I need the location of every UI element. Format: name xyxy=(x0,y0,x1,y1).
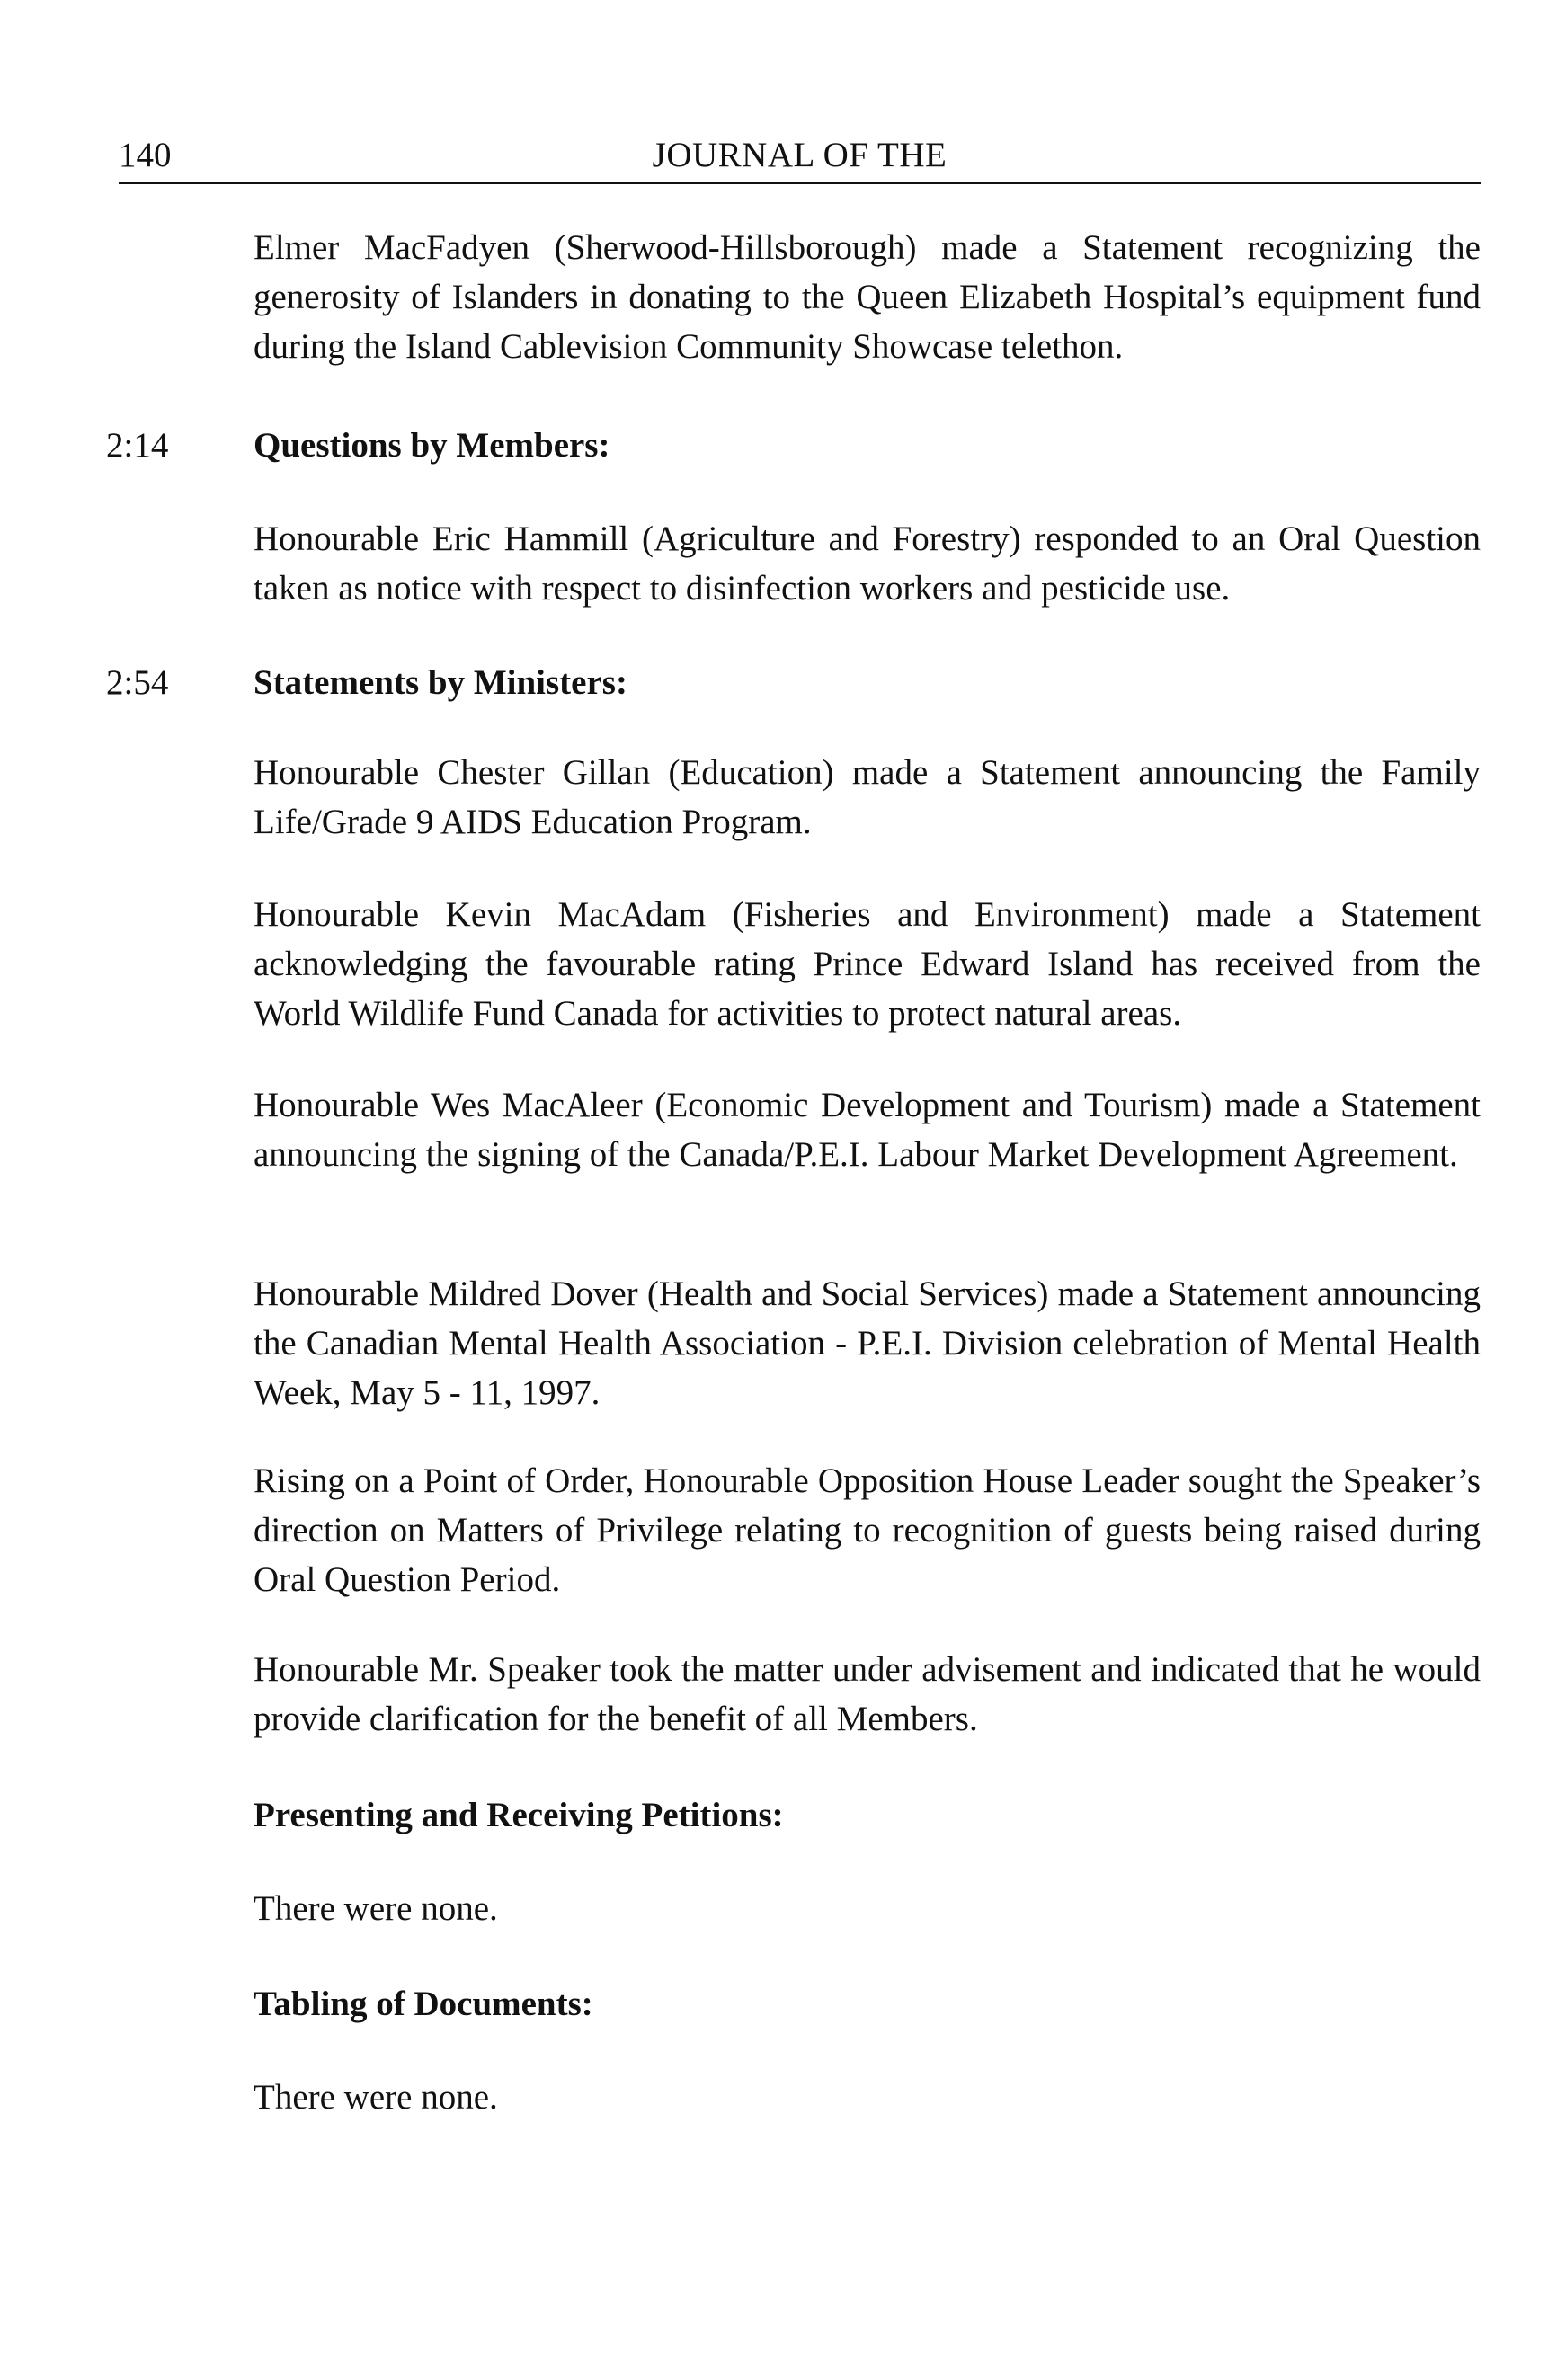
statement-macaleer: Honourable Wes MacAleer (Economic Development and Tourism) made a Statement announcing the signing of the Canada/P.E.I. Labour Market Development Agreement. xyxy=(254,1086,1481,1174)
statement-macfadyen: Elmer MacFadyen (Sherwood-Hillsborough) made a Statement recognizing the generosity of Islanders in donating to the Queen Elizabeth Hospital’s equipment fund during the Island Cablevision Community Showcase telethon. xyxy=(254,228,1481,366)
time-stamp-questions: 2:14 xyxy=(106,426,169,465)
response-hammill: Honourable Eric Hammill (Agriculture and Forestry) responded to an Oral Question taken as notice with respect to disinfection workers and pesticide use. xyxy=(254,520,1481,608)
page-header xyxy=(119,126,1481,184)
statement-dover: Honourable Mildred Dover (Health and Social Services) made a Statement announcing the Canadian Mental Health Association - P.E.I. Division celebration of Mental Health Week, May 5 - 11, 1997. xyxy=(254,1274,1481,1412)
time-stamp-statements: 2:54 xyxy=(106,663,169,702)
statement-gillan: Honourable Chester Gillan (Education) made a Statement announcing the Family Life/Grade 9 AIDS Education Program. xyxy=(254,753,1481,841)
speaker-ruling: Honourable Mr. Speaker took the matter under advisement and indicated that he would provide clarification for the benefit of all Members. xyxy=(254,1650,1481,1738)
statement-macadam: Honourable Kevin MacAdam (Fisheries and Environment) made a Statement acknowledging the favourable rating Prince Edward Island has received from the World Wildlife Fund Canada for activities to protect natural areas. xyxy=(254,895,1481,1033)
section-heading-petitions: Presenting and Receiving Petitions: xyxy=(254,1796,784,1834)
section-heading-statements-by-ministers: Statements by Ministers: xyxy=(254,663,627,702)
point-of-order: Rising on a Point of Order, Honourable Opposition House Leader sought the Speaker’s direction on Matters of Privilege relating to recognition of guests being raised during Oral Question Period. xyxy=(254,1461,1481,1599)
running-title: JOURNAL OF THE xyxy=(652,136,948,174)
section-heading-tabling-of-documents: Tabling of Documents: xyxy=(254,1985,593,2023)
section-heading-questions-by-members: Questions by Members: xyxy=(254,426,610,465)
page-number: 140 xyxy=(119,136,172,174)
petitions-none: There were none. xyxy=(254,1889,498,1928)
documents-none: There were none. xyxy=(254,2078,498,2117)
